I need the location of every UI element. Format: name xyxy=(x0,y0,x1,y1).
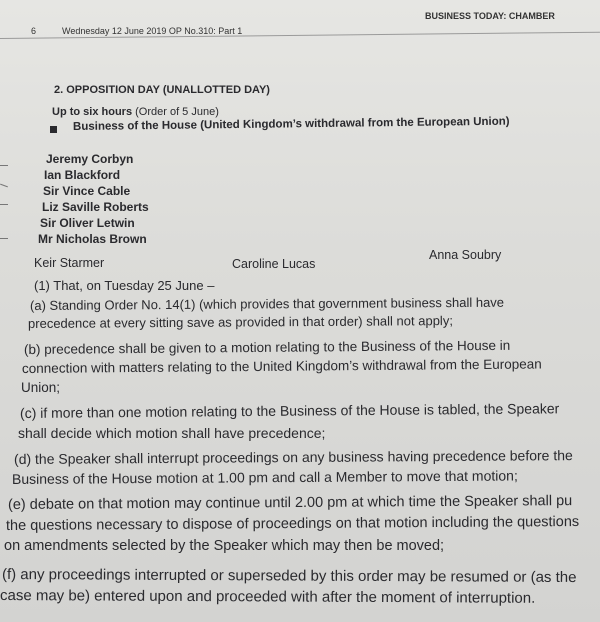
motion-line: precedence at every sitting save as provided in that order) shall not apply; xyxy=(27,313,453,331)
member-name: Jeremy Corbyn xyxy=(46,152,134,166)
motion-line: (d) the Speaker shall interrupt proceedings on any business having precedence before the xyxy=(13,447,573,467)
margin-mark xyxy=(0,204,8,205)
motion-line: case may be) entered upon and proceeded with after the moment of interruption. xyxy=(0,587,536,607)
member-name: Mr Nicholas Brown xyxy=(38,232,147,246)
item-heading: 2. OPPOSITION DAY (UNALLOTTED DAY) xyxy=(54,84,270,96)
motion-line: (e) debate on that motion may continue until 2.00 pm at which time the Speaker shall pu xyxy=(7,493,573,513)
motion-line: connection with matters relating to the United Kingdom’s withdrawal from the European xyxy=(21,356,542,376)
motion-line: the questions necessary to dispose of proceedings on that motion including the questions xyxy=(5,513,580,534)
date-line: Wednesday 12 June 2019 OP No.310: Part 1 xyxy=(62,26,243,36)
motion-line: (a) Standing Order No. 14(1) (which provides that government business shall have xyxy=(29,294,505,313)
bullet-marker xyxy=(50,126,57,133)
motion-line: (1) That, on Tuesday 25 June – xyxy=(34,278,215,293)
margin-mark xyxy=(0,165,8,166)
supporter-name: Anna Soubry xyxy=(429,248,502,262)
motion-title: Business of the House (United Kingdom’s withdrawal from the European Union) xyxy=(72,115,510,133)
member-name: Liz Saville Roberts xyxy=(42,200,149,214)
member-name: Sir Vince Cable xyxy=(43,184,131,198)
duration-line: Up to six hours (Order of 5 June) xyxy=(52,106,219,118)
member-name: Sir Oliver Letwin xyxy=(40,216,135,230)
motion-line: Business of the House motion at 1.00 pm and call a Member to move that motion; xyxy=(11,467,518,487)
motion-line: on amendments selected by the Speaker which may then be moved; xyxy=(4,538,445,554)
motion-line: (f) any proceedings interrupted or superseded by this order may be resumed or (as the xyxy=(1,566,577,587)
member-name: Ian Blackford xyxy=(44,168,121,182)
motion-line: Union; xyxy=(21,380,61,395)
page-number: 6 xyxy=(31,26,37,36)
margin-mark xyxy=(0,238,8,239)
section-heading: BUSINESS TODAY: CHAMBER xyxy=(425,11,555,21)
motion-line: (c) if more than one motion relating to the Business of the House is tabled, the Speaker xyxy=(19,400,560,421)
supporter-name: Keir Starmer xyxy=(34,256,105,270)
motion-line: shall decide which motion shall have precedence; xyxy=(18,425,326,441)
supporter-name: Caroline Lucas xyxy=(232,257,316,271)
motion-line: (b) precedence shall be given to a motion relating to the Business of the House in xyxy=(23,337,511,357)
margin-mark xyxy=(0,184,8,188)
